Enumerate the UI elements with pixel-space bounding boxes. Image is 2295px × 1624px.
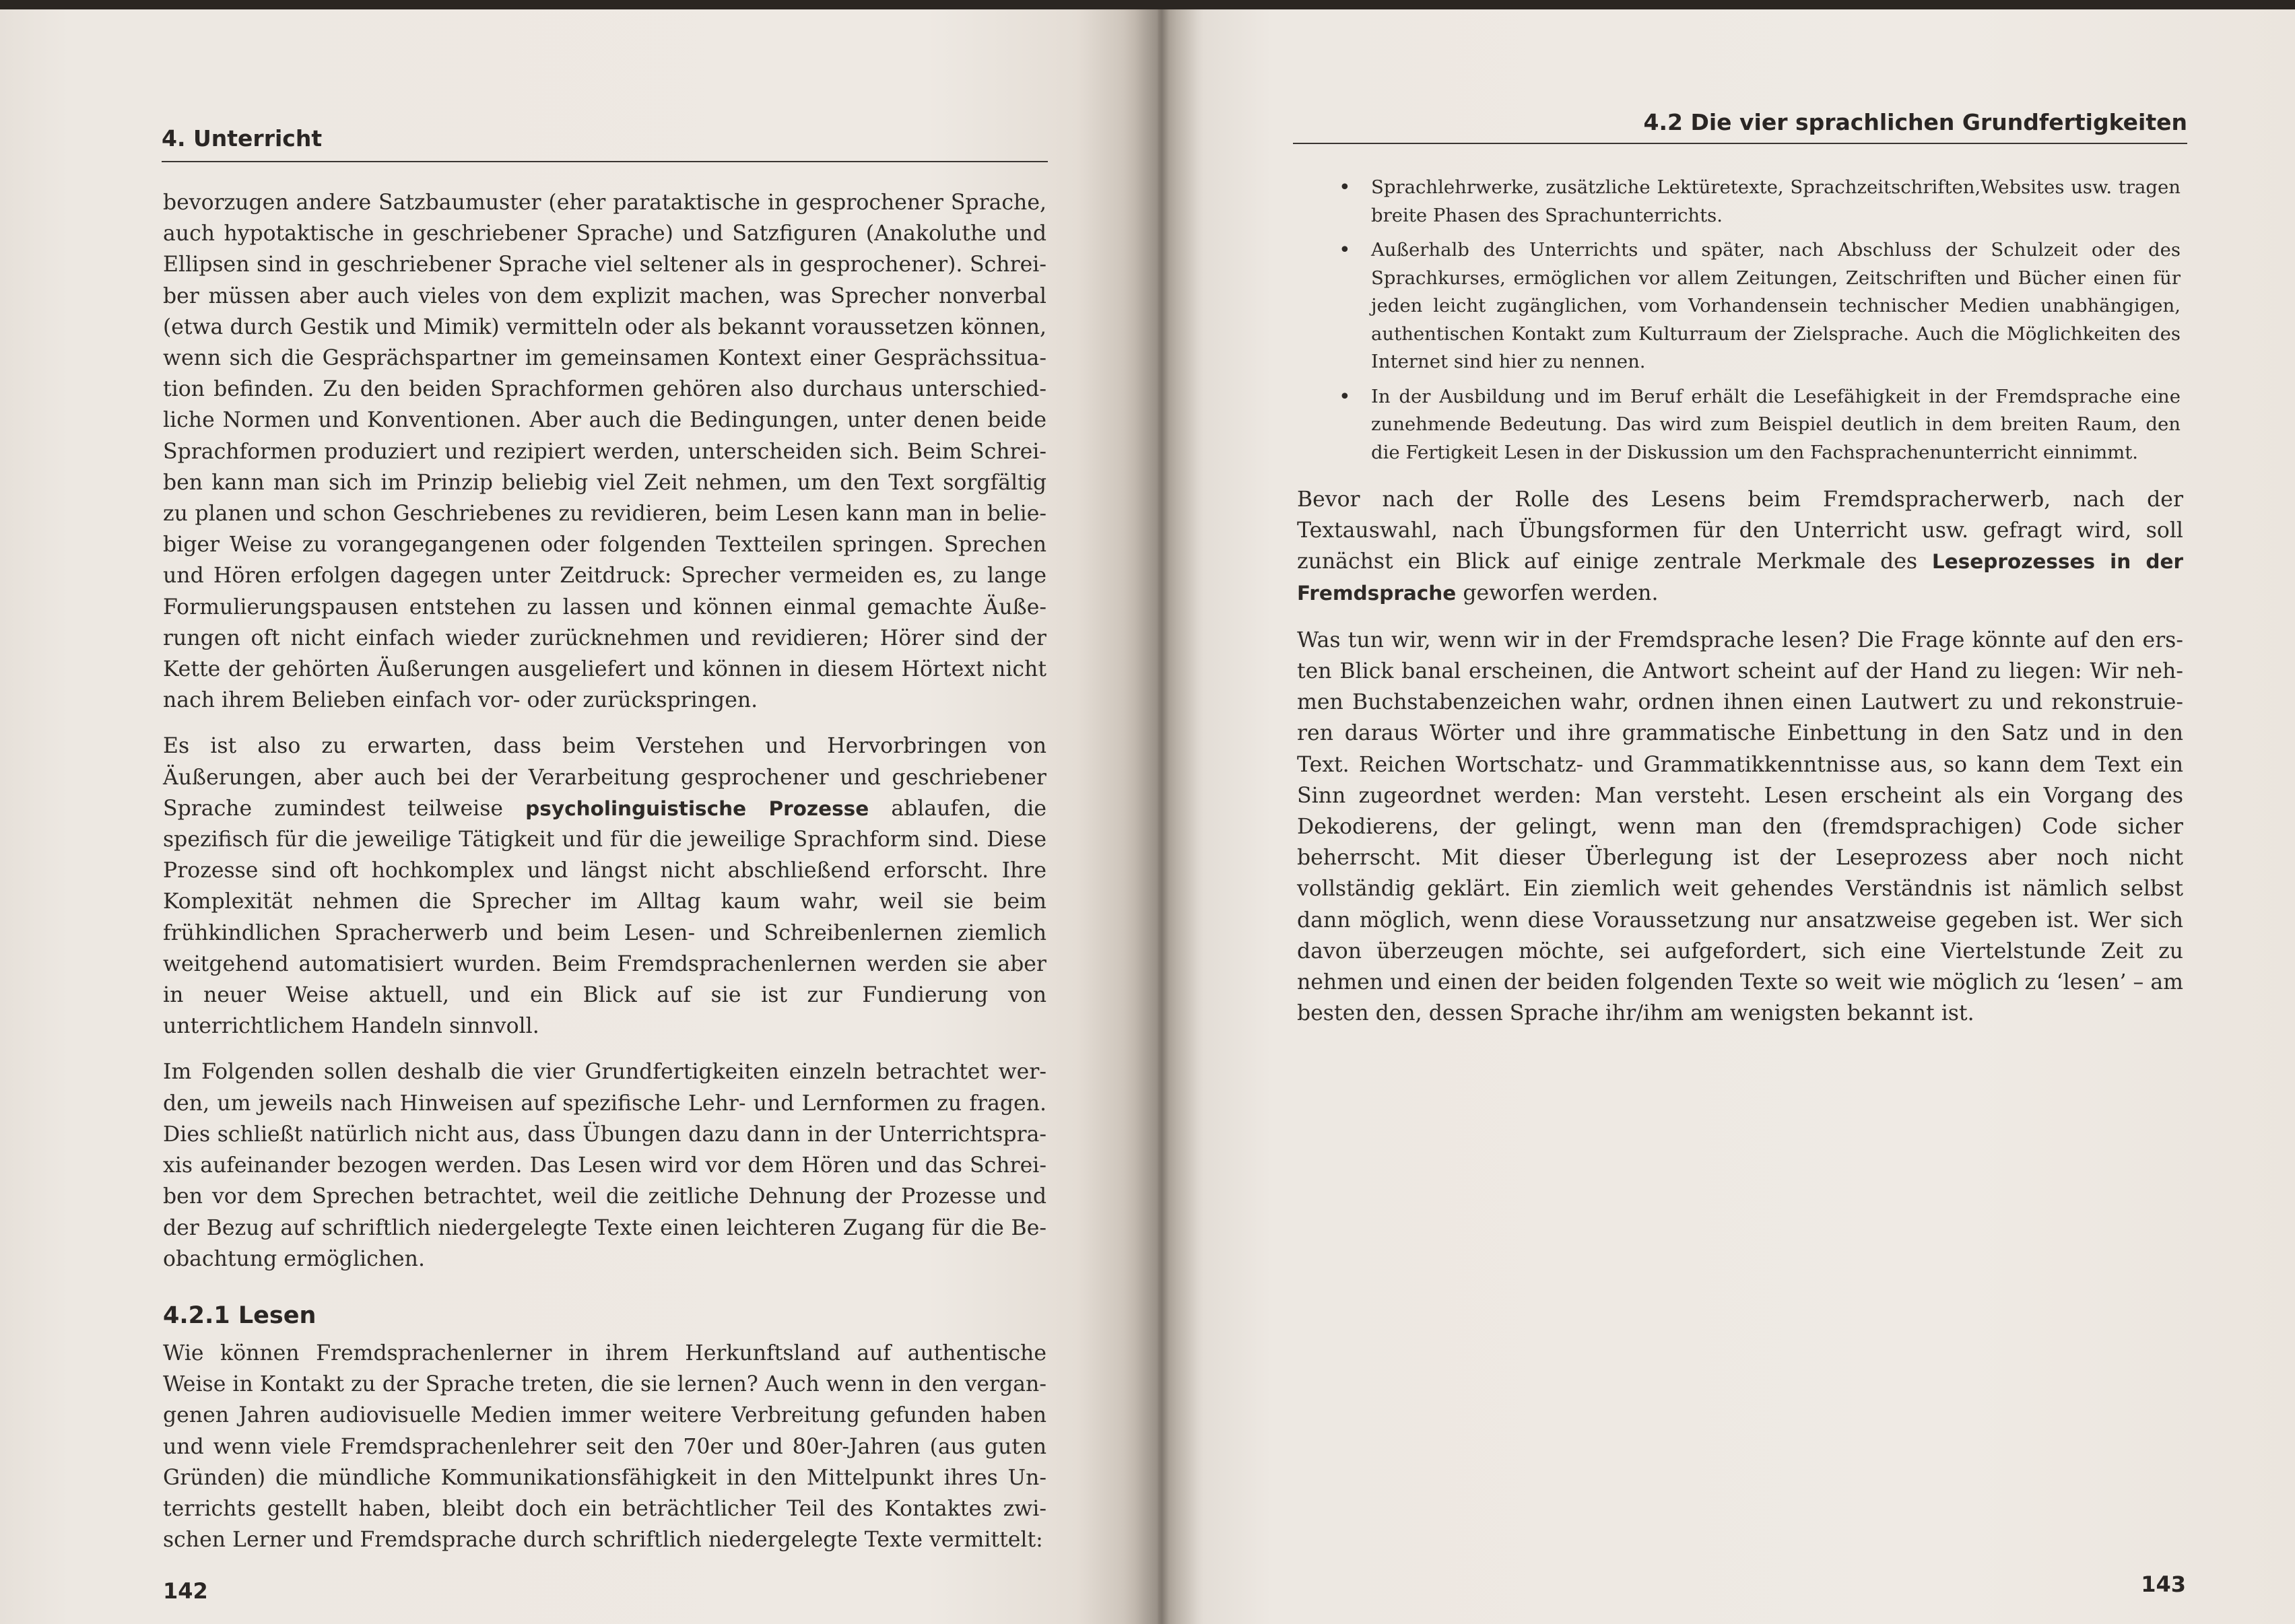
- paragraph: Wie können Fremdsprachenlerner in ihrem Herkunftsland auf authentische Weise in Kontakt zu der Sprache treten, die sie lernen? Auch wenn in den vergangenen Jahren audiovisuelle Medien immer weitere Verbreitung gefunden haben und wenn viele Fremdsprachenlehrer seit den 70er und 80er-Jahren (aus guten Gründen) die mündliche Kommunikationsfähigkeit in den Mittelpunkt ihres Unterrichts gestellt haben, bleibt doch ein beträchtlicher Teil des Kontaktes zwischen Lerner und Fremdsprache durch schriftlich niedergelegte Texte vermittelt:: [163, 1341, 1046, 1553]
- bullet-icon: •: [1339, 384, 1351, 409]
- page-number: 142: [163, 1578, 208, 1604]
- bullet-icon: •: [1339, 238, 1351, 262]
- body-text: [163, 187, 1046, 1555]
- bullet-icon: •: [1339, 176, 1351, 199]
- header-rule: [1293, 143, 2187, 144]
- list-item-text: Außerhalb des Unterrichts und später, nach Abschluss der Schulzeit oder des Sprachkurses, ermöglichen vor allem Zeitungen, Zeitschriften und Bücher einen für jeden leicht zugänglichen, vom Vorhandensein technischer Medien unabhängigen, authentischen Kontakt zum Kulturraum der Zielsprache. Auch die Möglichkeiten des Internet sind hier zu nennen.: [1371, 239, 2181, 372]
- paragraph: Was tun wir, wenn wir in der Fremdsprache lesen? Die Frage könnte auf den ersten Blick banal erscheinen, die Antwort scheint auf der Hand zu liegen: Wir nehmen Buchstabenzeichen wahr, ordnen ihnen einen Lautwert zu und rekonstruieren daraus Wörter und ihre grammatische Einbettung in den Satz und in den Text. Reichen Wortschatz- und Grammatikkenntnisse aus, so kann dem Text ein Sinn zugeordnet werden: Man versteht. Lesen erscheint als ein Vorgang des Dekodierens, der gelingt, wenn man den (fremdsprachigen) Code sicher beherrscht. Mit dieser Überlegung ist der Leseprozess aber noch nicht vollständig geklärt. Ein ziemlich weit gehendes Verständnis ist nämlich selbst dann möglich, wenn diese Voraussetzung nur ansatzweise gegeben ist. Wer sich davon überzeugen möchte, sei aufgefordert, sich eine Viertelstunde Zeit zu nehmen und einen der beiden folgenden Texte so weit wie möglich zu ‘lesen’ – am besten den, dessen Sprache ihr/ihm am wenigsten bekannt ist.: [1297, 628, 2183, 1026]
- header-rule: [162, 161, 1048, 162]
- paragraph: [1297, 484, 2183, 609]
- section-heading: 4.2.1 Lesen: [163, 1301, 317, 1329]
- paragraph: bevorzugen andere Satzbaumuster (eher parataktische in gesprochener Sprache, auch hypotaktische in geschriebener Sprache) und Satzfiguren (Anakoluthe und Ellipsen sind in geschriebener Sprache viel seltener als in gesprochener). Schreiber müssen aber auch vieles von dem explizit machen, was Sprecher nonverbal (etwa durch Gestik und Mimik) vermitteln oder als bekannt voraussetzen können, wenn sich die Gesprächspartner im gemeinsamen Kontext einer Gesprächssituation befinden. Zu den beiden Sprachformen gehören also durchaus unterschiedliche Normen und Konventionen. Aber auch die Bedingungen, unter denen beide Sprachformen produziert und rezipiert werden, unterscheiden sich. Beim Schreiben kann man sich im Prinzip beliebig viel Zeit nehmen, um den Text sorgfältig zu planen und schon Geschriebenes zu revidieren, beim Lesen kann man in beliebiger Weise zu vorangegangenen oder folgenden Textteilen springen. Sprechen und Hören erfolgen dagegen unter Zeitdruck: Sprecher vermeiden es, zu lange Formulierungspausen entstehen zu lassen und können einmal gemachte Äußerungen oft nicht einfach wieder zurücknehmen und revidieren; Hörer sind der Kette der gehörten Äußerungen ausgeliefert und können in diesem Hörtext nicht nach ihrem Belieben einfach vor- oder zurückspringen.: [163, 191, 1046, 713]
- text-run: ablaufen, die spezifisch für die jeweilige Tätigkeit und für die jeweilige Sprachform sind. Diese Prozesse sind oft hochkomplex und längst nicht abschließend erforscht. Ihre Komplexität nehmen die Sprecher im Alltag kaum wahr, weil sie beim frühkindlichen Spracherwerb und beim Lesen- und Schreibenlernen ziemlich weitgehend automatisiert wurden. Beim Fremdsprachenlernen werden sie aber in neuer Weise aktuell, und ein Blick auf sie ist zur Fundierung von unterrichtlichem Handeln sinnvoll.: [163, 796, 1047, 1039]
- bullet-list: [1297, 174, 2183, 467]
- page-number: 143: [2141, 1571, 2186, 1597]
- paragraph: [163, 731, 1046, 1042]
- text-run: Bevor nach der Rolle des Lesens beim Fremdspracherwerb, nach der Textauswahl, nach Übungsformen für den Unterricht usw. gefragt wird, soll zunächst ein Blick auf einige zentrale Merkmale des: [1297, 487, 2183, 574]
- list-item-text: Sprachlehrwerke, zusätzliche Lektüretexte, Sprachzeitschriften,Websites usw. tragen breite Phasen des Sprachunterrichts.: [1371, 176, 2181, 226]
- running-head: 4. Unterricht: [162, 125, 323, 151]
- list-item: [1297, 174, 2183, 230]
- right-page: [1158, 9, 2295, 1624]
- highlight-term: Leseprozesses in der Fremdsprache: [1297, 550, 2184, 605]
- body-text: [1297, 174, 2183, 1029]
- list-item: [1297, 383, 2183, 467]
- list-item-text: In der Ausbildung und im Beruf erhält die Lesefähigkeit in der Fremdsprache eine zunehmende Bedeutung. Das wird zum Beispiel deutlich in dem breiten Raum, den die Fertigkeit Lesen in der Diskussion um den Fachsprachenunterricht einnimmt.: [1371, 385, 2181, 463]
- running-head: 4.2 Die vier sprachlichen Grundfertigkeiten: [1643, 109, 2187, 135]
- left-page: [0, 9, 1158, 1624]
- list-item: [1297, 236, 2183, 376]
- highlight-term: psycholinguistische Prozesse: [525, 797, 869, 820]
- book-spread: [0, 9, 2295, 1624]
- text-run: geworfen werden.: [1456, 580, 1659, 605]
- text-run: Es ist also zu erwarten, dass beim Verstehen und Hervorbringen von Äußerungen, aber auch bei der Verarbeitung gesprochener und geschriebener Sprache zumindest teilweise: [163, 734, 1046, 821]
- paragraph: Im Folgenden sollen deshalb die vier Grundfertigkeiten einzeln betrachtet werden, um jeweils nach Hinweisen auf spezifische Lehr- und Lernformen zu fragen. Dies schließt natürlich nicht aus, dass Übungen dazu dann in der Unterrichtspraxis aufeinander bezogen werden. Das Lesen wird vor dem Hören und das Schreiben vor dem Sprechen betrachtet, weil die zeitliche Dehnung der Prozesse und der Bezug auf schriftlich niedergelegte Texte einen leichteren Zugang für die Beobachtung ermöglichen.: [163, 1060, 1046, 1271]
